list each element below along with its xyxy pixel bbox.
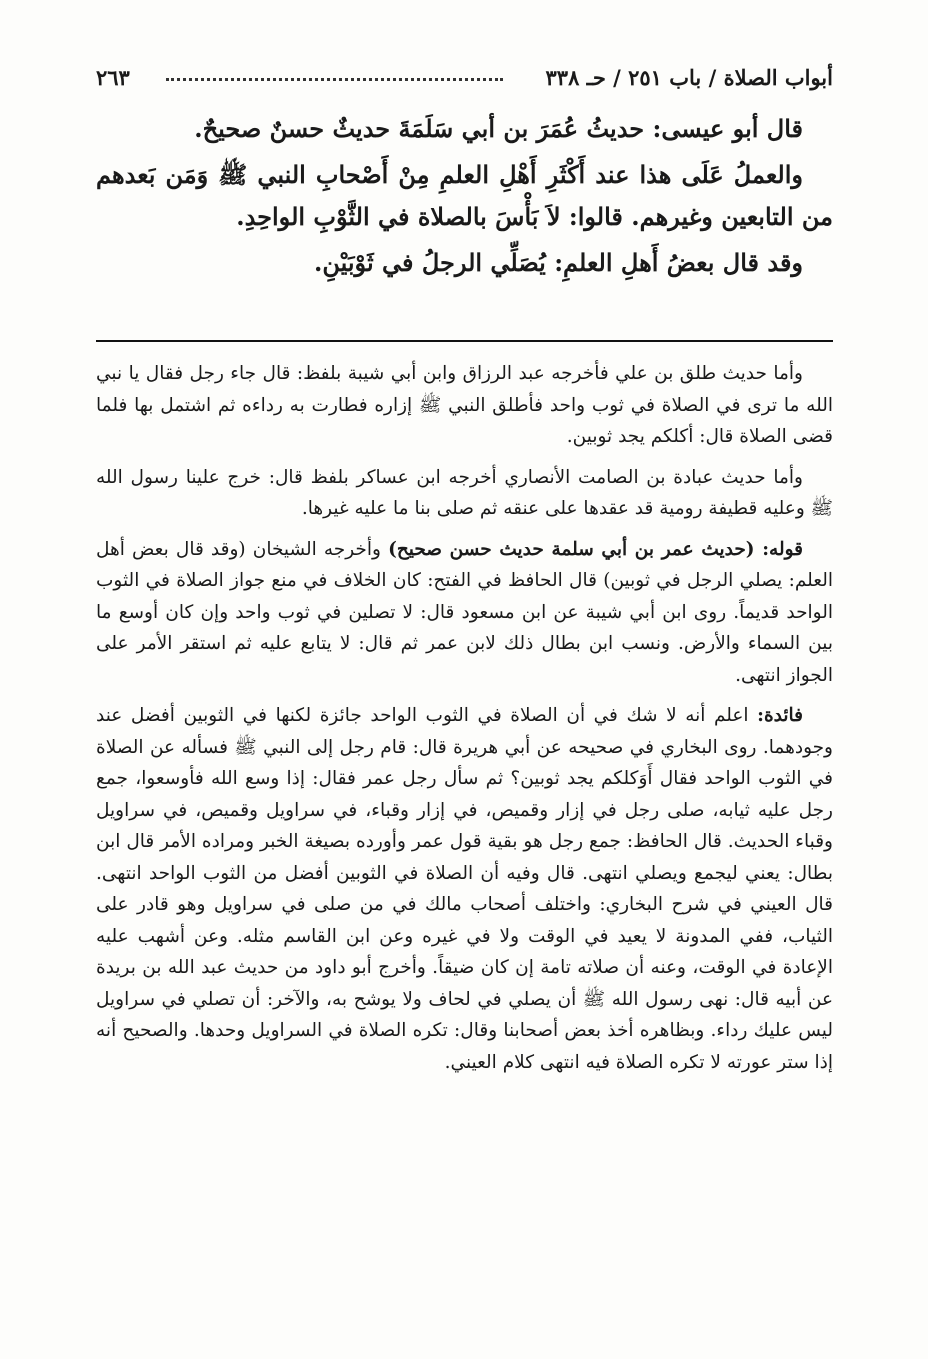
main-paragraph: والعملُ عَلَى هذا عند أَكْثَرِ أَهْلِ العلمِ مِنْ أَصْحابِ النبي ﷺ وَمَن بَعدهم من التابعين وغيرهم. قالوا: لاَ بَأْسَ بالصلاة في الثَّوْبِ الواحِدِ. xyxy=(96,160,833,231)
paragraph-text: وأما حديث طلق بن علي فأخرجه عبد الرزاق وابن أبي شيبة بلفظ: قال جاء رجل فقال يا نبي الله ما ترى في الصلاة في ثوب واحد فأطلق النبي ﷺ إزاره فطارت به رداءه ثم اشتمل بها فلما قضى الصلاة قال: أكلكم يجد ثوبين. xyxy=(96,363,833,447)
main-paragraph: قال أبو عيسى: حديثُ عُمَرَ بن أبي سَلَمَةَ حديثٌ حسنٌ صحيحٌ. xyxy=(194,114,803,143)
commentary-paragraph xyxy=(96,700,833,1078)
commentary-paragraph xyxy=(96,358,833,453)
header-leader-dots xyxy=(166,78,503,81)
paragraph-lead: فائدة: xyxy=(757,705,803,726)
main-paragraph: وقد قال بعضُ أَهلِ العلمِ: يُصَلِّي الرجلُ في ثَوْبَيْنِ. xyxy=(314,248,803,277)
page-header xyxy=(96,58,833,98)
main-text xyxy=(96,108,833,288)
page-number: ٢٦٣ xyxy=(96,65,130,90)
running-title: أبواب الصلاة / باب ٢٥١ / حـ ٣٣٨ xyxy=(545,65,833,90)
paragraph-lead: قوله: (حديث عمر بن أبي سلمة حديث حسن صحيح) xyxy=(388,538,803,560)
paragraph-text: وأخرجه الشيخان (وقد قال بعض أهل العلم: يصلي الرجل في ثوبين) قال الحافظ في الفتح: كان الخلاف في منع جواز الصلاة في الثوب الواحد قديماً. روى ابن أبي شيبة عن ابن مسعود قال: لا تصلين في ثوب واحد وإن كان أوسع ما بين السماء والأرض. ونسب ابن بطال ذلك لابن عمر ثم قال: لا يتابع عليه ثم استقر الأمر على الجواز انتهى. xyxy=(96,538,833,686)
paragraph-text: اعلم أنه لا شك في أن الصلاة في الثوب الواحد جائزة لكنها في الثوبين أفضل عند وجودهما. روى البخاري في صحيحه عن أبي هريرة قال: قام رجل إلى النبي ﷺ فسأله عن الصلاة في الثوب الواحد فقال أَوَكلكم يجد ثوبين؟ ثم سأل رجل عمر فقال: إذا وسع الله فأوسعوا، جمع رجل عليه ثيابه، صلى رجل في إزار وقميص، في إزار وقباء، في سراويل وقميص، في سراويل وقباء الحديث. قال الحافظ: جمع رجل هو بقية قول عمر وأورده بصيغة الخبر ومراده الأمر قال ابن بطال: يعني ليجمع ويصلي انتهى. قال وفيه أن الصلاة في الثوبين أفضل من الثوب الواحد انتهى. قال العيني في شرح البخاري: واختلف أصحاب مالك في من صلى في سراويل وهو قادر على الثياب، ففي المدونة لا يعيد في الوقت ولا في غيره وعن ابن القاسم مثله. وعن أشهب عليه الإعادة في الوقت، وعنه أن صلاته تامة إن كان ضيقاً. وأخرج أبو داود من حديث عبد الله بن بريدة عن أبيه قال: نهى رسول الله ﷺ أن يصلي في لحاف ولا يوشح به، والآخر: أن تصلي في سراويل ليس عليك رداء. وبظاهره أخذ بعض أصحابنا وقال: تكره الصلاة في السراويل وحدها. والصحيح أنه إذا ستر عورته لا تكره الصلاة فيه انتهى كلام العيني. xyxy=(96,705,833,1073)
footnote-separator xyxy=(96,340,833,342)
commentary-paragraph xyxy=(96,462,833,525)
commentary-paragraph xyxy=(96,534,833,692)
paragraph-text: وأما حديث عبادة بن الصامت الأنصاري أخرجه ابن عساكر بلفظ قال: خرج علينا رسول الله ﷺ وعليه قطيفة رومية قد عقدها على عنقه ثم صلى بنا ما عليه غيرها. xyxy=(96,466,833,519)
commentary xyxy=(96,358,833,1087)
